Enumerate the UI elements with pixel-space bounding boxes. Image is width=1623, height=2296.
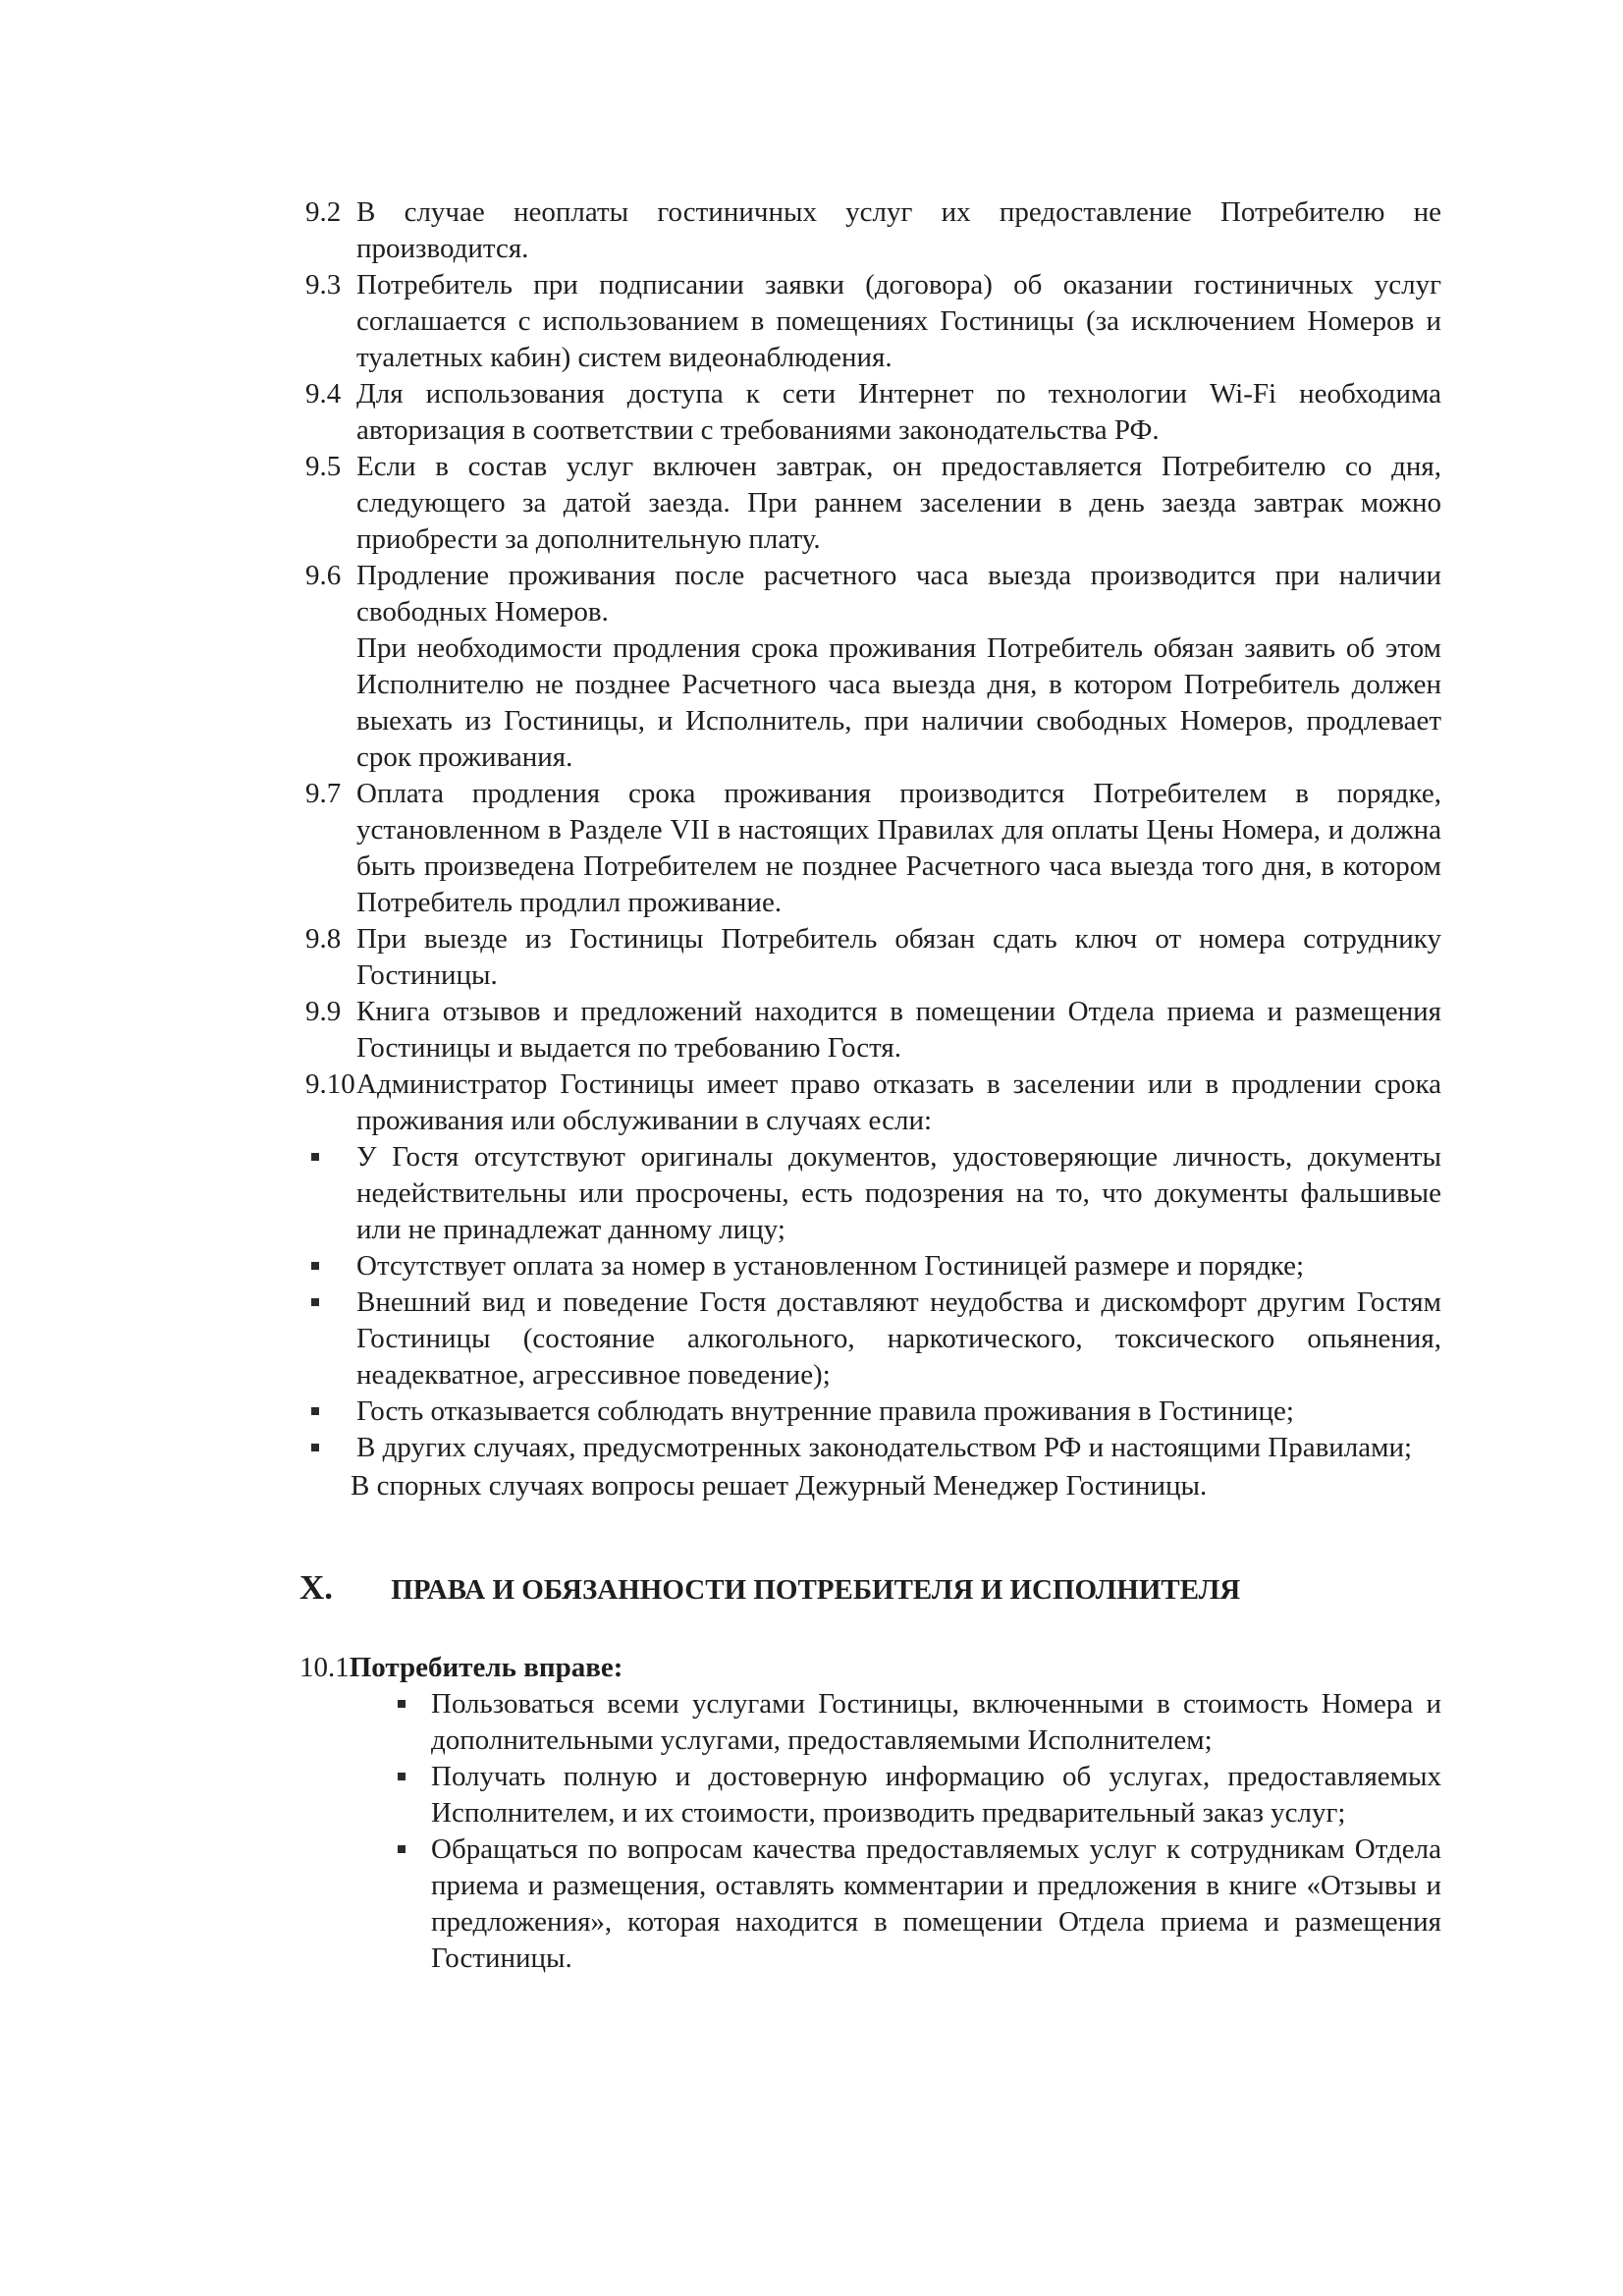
clause-number: 9.7 xyxy=(305,778,342,809)
clause-number: 9.4 xyxy=(305,378,342,410)
clause-text: Книга отзывов и предложений находится в помещении Отдела приема и размещения Гостиницы и выдается по требованию Гостя. xyxy=(356,996,1441,1064)
square-bullet-icon xyxy=(311,1262,319,1270)
clause-label: Потребитель вправе: xyxy=(349,1652,623,1683)
clause-9-5 xyxy=(305,449,1441,558)
section-number: X. xyxy=(299,1568,334,1607)
list-item xyxy=(305,1285,1441,1394)
clause-9-4 xyxy=(305,376,1441,449)
clause-text: При выезде из Гостиницы Потребитель обязан сдать ключ от номера сотруднику Гостиницы. xyxy=(356,923,1441,991)
list-item xyxy=(386,1686,1441,1759)
square-bullet-icon xyxy=(311,1298,319,1306)
square-bullet-icon xyxy=(311,1153,319,1161)
list-item xyxy=(305,1430,1441,1466)
clause-9-2 xyxy=(305,194,1441,267)
clause-text: Потребитель при подписании заявки (договора) об оказании гостиничных услуг соглашается с использованием в помещениях Гостиницы (за исключением Номеров и туалетных кабин) систем видеонаблюдения. xyxy=(356,269,1441,373)
clause-text: Администратор Гостиницы имеет право отказать в заселении или в продлении срока проживания или обслуживании в случаях если: xyxy=(356,1068,1441,1136)
list-item-text: В других случаях, предусмотренных законодательством РФ и настоящими Правилами; xyxy=(356,1432,1413,1463)
list-item-text: Получать полную и достоверную информацию об услугах, предоставляемых Исполнителем, и их стоимости, производить предварительный заказ услуг; xyxy=(431,1761,1441,1829)
clause-10-1-list xyxy=(299,1686,1441,1977)
square-bullet-icon xyxy=(398,1773,406,1780)
clause-number: 9.6 xyxy=(305,560,342,591)
clause-number: 10.1 xyxy=(299,1652,350,1683)
square-bullet-icon xyxy=(311,1444,319,1451)
list-item xyxy=(386,1759,1441,1831)
clause-text: В случае неоплаты гостиничных услуг их предоставление Потребителю не производится. xyxy=(356,196,1441,264)
clause-number: 9.9 xyxy=(305,996,342,1027)
section-10-body xyxy=(299,1650,1441,1977)
clause-text: Для использования доступа к сети Интернет по технологии Wi-Fi необходима авторизация в соответствии с требованиями законодательства РФ. xyxy=(356,378,1441,446)
section-10-heading xyxy=(299,1568,1438,1608)
list-item xyxy=(386,1831,1441,1977)
square-bullet-icon xyxy=(311,1407,319,1415)
list-item-text: Внешний вид и поведение Гостя доставляют неудобства и дискомфорт другим Гостям Гостиницы (состояние алкогольного, наркотического, токсического опьянения, неадекватное, агрессивное поведение); xyxy=(356,1286,1441,1391)
clause-9-6-continuation: При необходимости продления срока проживания Потребитель обязан заявить об этом Исполнителю не позднее Расчетного часа выезда дня, в котором Потребитель должен выехать из Гостиницы, и Исполнитель, при наличии свободных Номеров, продлевает срок проживания. xyxy=(356,632,1441,773)
section-9-closing-note: В спорных случаях вопросы решает Дежурный Менеджер Гостиницы. xyxy=(351,1470,1208,1502)
section-title: ПРАВА И ОБЯЗАННОСТИ ПОТРЕБИТЕЛЯ И ИСПОЛНИТЕЛЯ xyxy=(391,1574,1241,1606)
clause-9-7 xyxy=(305,776,1441,921)
clause-10-1 xyxy=(299,1650,1441,1686)
list-item-text: У Гостя отсутствуют оригиналы документов, удостоверяющие личность, документы недействительны или просрочены, есть подозрения на то, что документы фальшивые или не принадлежат данному лицу; xyxy=(356,1141,1441,1245)
clause-number: 9.2 xyxy=(305,196,342,228)
section-9-body xyxy=(305,194,1441,1504)
clause-text: Продление проживания после расчетного часа выезда производится при наличии свободных Номеров. xyxy=(356,560,1441,628)
clause-9-10 xyxy=(305,1066,1441,1139)
list-item-text: Обращаться по вопросам качества предоставляемых услуг к сотрудникам Отдела приема и размещения, оставлять комментарии и предложения в книге «Отзывы и предложения», которая находится в помещении Отдела приема и размещения Гостиницы. xyxy=(431,1833,1441,1974)
square-bullet-icon xyxy=(398,1845,406,1853)
clause-number: 9.5 xyxy=(305,451,342,482)
clause-number: 9.10 xyxy=(305,1068,355,1100)
clause-number: 9.8 xyxy=(305,923,342,955)
clause-text: Если в состав услуг включен завтрак, он предоставляется Потребителю со дня, следующего за датой заезда. При раннем заселении в день заезда завтрак можно приобрести за дополнительную плату. xyxy=(356,451,1441,555)
list-item-text: Пользоваться всеми услугами Гостиницы, включенными в стоимость Номера и дополнительными услугами, предоставляемыми Исполнителем; xyxy=(431,1688,1441,1756)
clause-9-9 xyxy=(305,994,1441,1066)
clause-text: Оплата продления срока проживания производится Потребителем в порядке, установленном в Разделе VII в настоящих Правилах для оплаты Цены Номера, и должна быть произведена Потребителем не позднее Расчетного часа выезда того дня, в котором Потребитель продлил проживание. xyxy=(356,778,1441,918)
clause-number: 9.3 xyxy=(305,269,342,301)
list-item xyxy=(305,1139,1441,1248)
list-item xyxy=(305,1248,1441,1285)
clause-9-6 xyxy=(305,558,1441,630)
square-bullet-icon xyxy=(398,1700,406,1708)
clause-9-3 xyxy=(305,267,1441,376)
list-item xyxy=(305,1394,1441,1430)
clause-9-8 xyxy=(305,921,1441,994)
list-item-text: Гость отказывается соблюдать внутренние правила проживания в Гостинице; xyxy=(356,1395,1294,1427)
list-item-text: Отсутствует оплата за номер в установленном Гостиницей размере и порядке; xyxy=(356,1250,1305,1282)
